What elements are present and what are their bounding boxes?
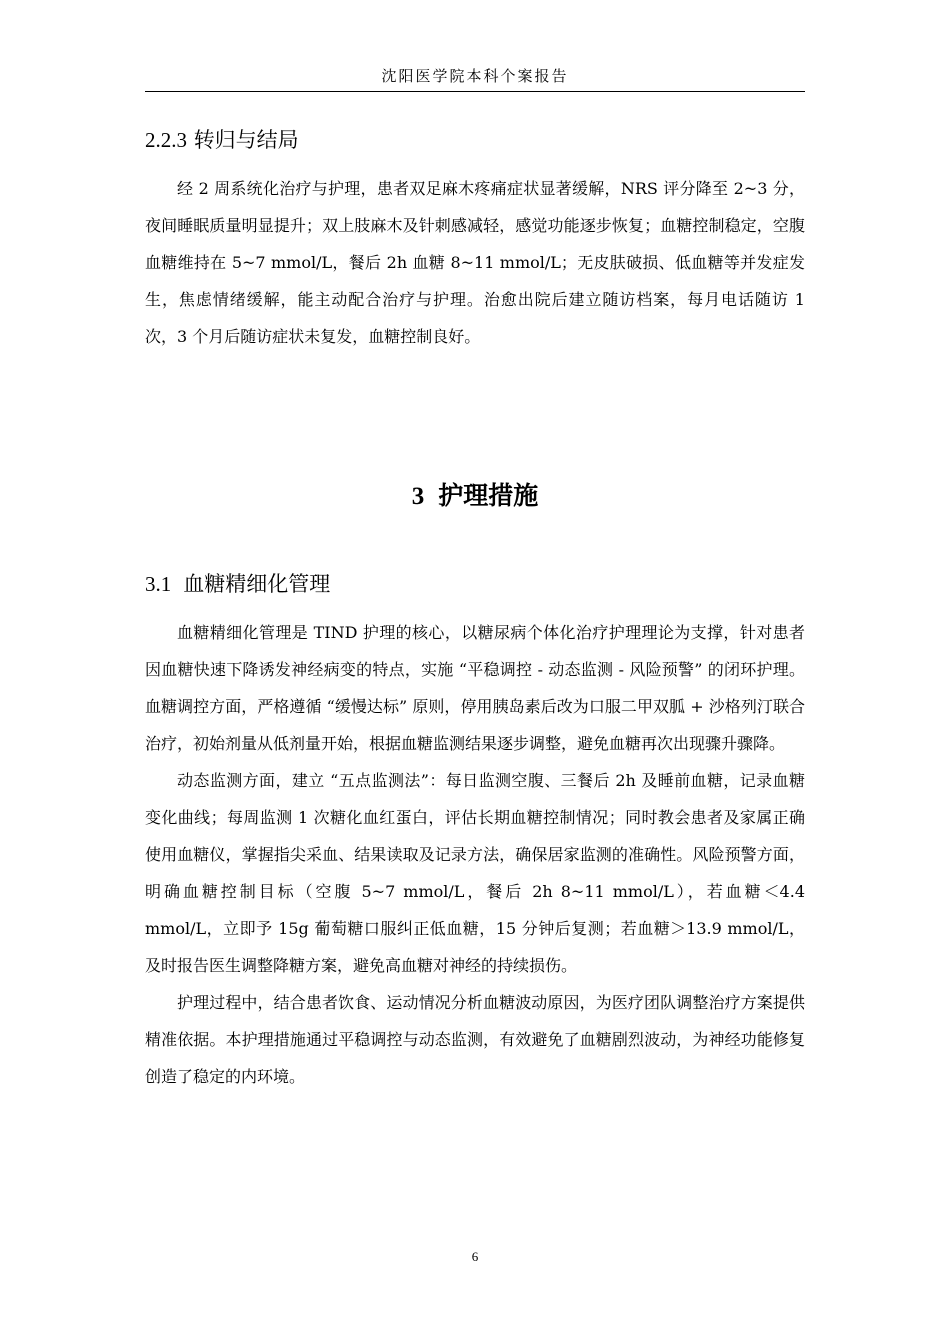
page-number: 6 [471,1249,479,1264]
running-header: 沈阳医学院本科个案报告 [381,67,569,85]
section-heading-2-2-3 [145,122,805,158]
paragraph: 血糖精细化管理是 TIND 护理的核心，以糖尿病个体化治疗护理理论为支撑，针对患者因血糖快速下降诱发神经病变的特点，实施 “平稳调控 - 动态监测 - 风险预警” 的闭环护理。血糖调控方面，严格遵循 “缓慢达标” 原则，停用胰岛素后改为口服二甲双胍 + 沙格列汀联合治疗，初始剂量从低剂量开始，根据血糖监测结果逐步调整，避免血糖再次出现骤升骤降。 [145,623,805,753]
paragraph: 护理过程中，结合患者饮食、运动情况分析血糖波动原因，为医疗团队调整治疗方案提供精准依据。本护理措施通过平稳调控与动态监测，有效避免了血糖剧烈波动，为神经功能修复创造了稳定的内环境。 [145,993,805,1086]
paragraph: 经 2 周系统化治疗与护理，患者双足麻木疼痛症状显著缓解，NRS 评分降至 2~3 分，夜间睡眠质量明显提升；双上肢麻木及针刺感减轻，感觉功能逐步恢复；血糖控制稳定，空腹血糖维持在 5~7 mmol/L，餐后 2h 血糖 8~11 mmol/L；无皮肤破损、低血糖等并发症发生，焦虑情绪缓解，能主动配合治疗与护理。治愈出院后建立随访档案，每月电话随访 1 次，3 个月后随访症状未复发，血糖控制良好。 [145,179,805,346]
page-body [145,122,805,1095]
section-number: 3.1 [145,572,172,596]
chapter-title: 护理措施 [438,481,539,510]
chapter-heading-3 [145,476,805,517]
chapter-number: 3 [411,483,425,510]
paragraph: 动态监测方面，建立 “五点监测法”：每日监测空腹、三餐后 2h 及睡前血糖，记录血糖变化曲线；每周监测 1 次糖化血红蛋白，评估长期血糖控制情况；同时教会患者及家属正确使用血糖仪，掌握指尖采血、结果读取及记录方法，确保居家监测的准确性。风险预警方面，明确血糖控制目标（空腹 5~7 mmol/L，餐后 2h 8~11 mmol/L），若血糖＜4.4 mmol/L，立即予 15g 葡萄糖口服纠正低血糖，15 分钟后复测；若血糖＞13.9 mmol/L，及时报告医生调整降糖方案，避免高血糖对神经的持续损伤。 [145,771,805,975]
section-number: 2.2.3 [145,128,187,152]
section-heading-3-1 [145,566,805,602]
section-title: 血糖精细化管理 [183,572,331,596]
header-divider [145,91,805,92]
section-title: 转归与结局 [193,128,299,152]
